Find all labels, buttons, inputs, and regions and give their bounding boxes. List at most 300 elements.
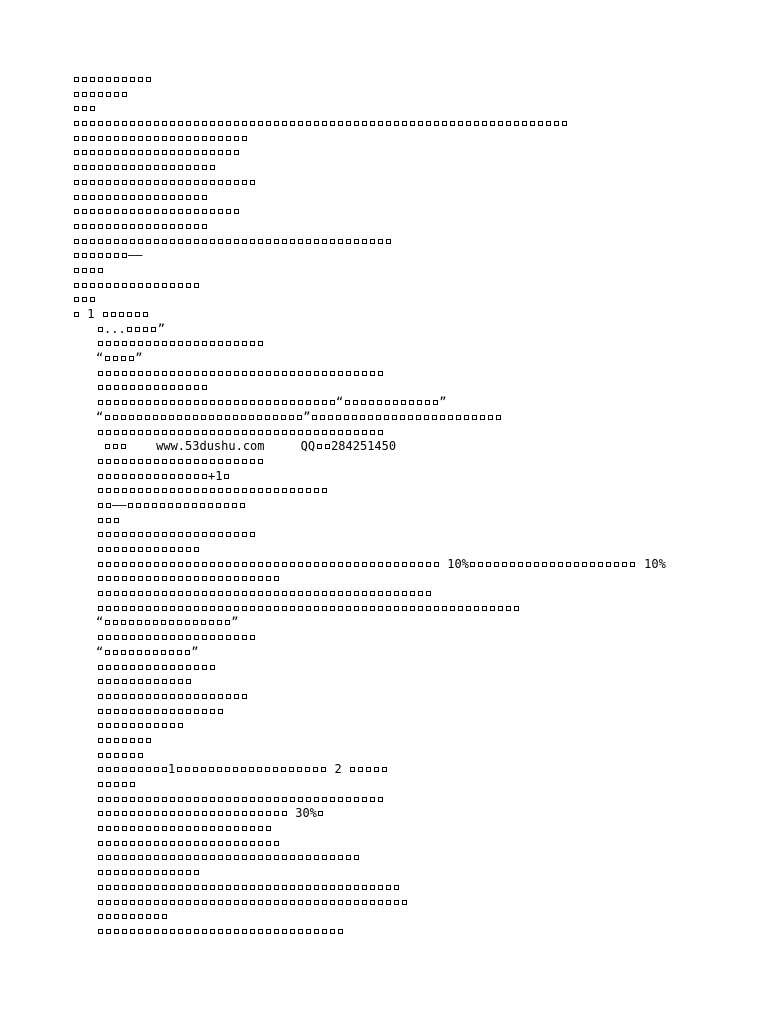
missing-glyph-box xyxy=(233,767,238,772)
missing-glyph-box xyxy=(210,371,215,376)
missing-glyph-box xyxy=(106,900,111,905)
missing-glyph-box xyxy=(234,121,239,126)
missing-glyph-box xyxy=(146,474,151,479)
missing-glyph-box xyxy=(185,415,190,420)
missing-glyph-box xyxy=(394,606,399,611)
missing-glyph-box xyxy=(598,562,603,567)
missing-glyph-box xyxy=(234,855,239,860)
missing-glyph-box xyxy=(154,150,159,155)
missing-glyph-box xyxy=(265,767,270,772)
missing-glyph-box xyxy=(282,430,287,435)
missing-glyph-box xyxy=(114,870,119,875)
missing-glyph-box xyxy=(370,900,375,905)
text-line xyxy=(72,351,692,366)
missing-glyph-box xyxy=(114,929,119,934)
missing-glyph-box xyxy=(486,562,491,567)
missing-glyph-box xyxy=(186,165,191,170)
missing-glyph-box xyxy=(234,576,239,581)
missing-glyph-box xyxy=(74,283,79,288)
missing-glyph-box xyxy=(210,694,215,699)
missing-glyph-box xyxy=(162,929,167,934)
missing-glyph-box xyxy=(160,503,165,508)
missing-glyph-box xyxy=(378,430,383,435)
missing-glyph-box xyxy=(82,92,87,97)
missing-glyph-box xyxy=(170,547,175,552)
missing-glyph-box xyxy=(130,797,135,802)
text-segment xyxy=(96,439,103,453)
missing-glyph-box xyxy=(98,371,103,376)
missing-glyph-box xyxy=(170,195,175,200)
missing-glyph-box xyxy=(122,209,127,214)
missing-glyph-box xyxy=(233,415,238,420)
missing-glyph-box xyxy=(162,180,167,185)
missing-glyph-box xyxy=(362,606,367,611)
missing-glyph-box xyxy=(154,488,159,493)
missing-glyph-box xyxy=(122,92,127,97)
missing-glyph-box xyxy=(218,371,223,376)
missing-glyph-box xyxy=(386,606,391,611)
missing-glyph-box xyxy=(146,606,151,611)
missing-glyph-box xyxy=(178,929,183,934)
missing-glyph-box xyxy=(154,929,159,934)
missing-glyph-box xyxy=(186,855,191,860)
missing-glyph-box xyxy=(106,371,111,376)
missing-glyph-box xyxy=(122,929,127,934)
missing-glyph-box xyxy=(138,180,143,185)
missing-glyph-box xyxy=(322,562,327,567)
missing-glyph-box xyxy=(234,180,239,185)
missing-glyph-box xyxy=(378,562,383,567)
missing-glyph-box xyxy=(186,239,191,244)
text-line xyxy=(72,410,692,425)
missing-glyph-box xyxy=(210,709,215,714)
missing-glyph-box xyxy=(194,870,199,875)
missing-glyph-box xyxy=(386,900,391,905)
text-line xyxy=(72,689,692,704)
missing-glyph-box xyxy=(226,576,231,581)
missing-glyph-box xyxy=(338,797,343,802)
missing-glyph-box xyxy=(434,606,439,611)
missing-glyph-box xyxy=(98,694,103,699)
missing-glyph-box xyxy=(146,723,151,728)
missing-glyph-box xyxy=(114,591,119,596)
text-line xyxy=(72,469,692,484)
missing-glyph-box xyxy=(74,92,79,97)
missing-glyph-box xyxy=(122,283,127,288)
missing-glyph-box xyxy=(506,121,511,126)
missing-glyph-box xyxy=(290,488,295,493)
missing-glyph-box xyxy=(274,841,279,846)
missing-glyph-box xyxy=(170,562,175,567)
missing-glyph-box xyxy=(122,253,127,258)
missing-glyph-box xyxy=(370,591,375,596)
missing-glyph-box xyxy=(129,415,134,420)
missing-glyph-box xyxy=(177,650,182,655)
missing-glyph-box xyxy=(226,488,231,493)
missing-glyph-box xyxy=(178,855,183,860)
missing-glyph-box xyxy=(425,400,430,405)
missing-glyph-box xyxy=(177,415,182,420)
missing-glyph-box xyxy=(470,562,475,567)
missing-glyph-box xyxy=(426,121,431,126)
missing-glyph-box xyxy=(103,312,108,317)
missing-glyph-box xyxy=(338,855,343,860)
missing-glyph-box xyxy=(362,885,367,890)
missing-glyph-box xyxy=(194,532,199,537)
missing-glyph-box xyxy=(234,150,239,155)
missing-glyph-box xyxy=(106,180,111,185)
missing-glyph-box xyxy=(250,532,255,537)
missing-glyph-box xyxy=(218,239,223,244)
missing-glyph-box xyxy=(90,165,95,170)
missing-glyph-box xyxy=(106,430,111,435)
missing-glyph-box xyxy=(290,371,295,376)
missing-glyph-box xyxy=(226,606,231,611)
missing-glyph-box xyxy=(98,283,103,288)
missing-glyph-box xyxy=(178,283,183,288)
missing-glyph-box xyxy=(98,591,103,596)
text-line xyxy=(72,248,692,263)
missing-glyph-box xyxy=(106,77,111,82)
missing-glyph-box xyxy=(226,459,231,464)
missing-glyph-box xyxy=(170,591,175,596)
missing-glyph-box xyxy=(250,797,255,802)
missing-glyph-box xyxy=(290,929,295,934)
missing-glyph-box xyxy=(306,430,311,435)
missing-glyph-box xyxy=(162,576,167,581)
missing-glyph-box xyxy=(162,855,167,860)
missing-glyph-box xyxy=(582,562,587,567)
missing-glyph-box xyxy=(386,239,391,244)
missing-glyph-box xyxy=(106,165,111,170)
missing-glyph-box xyxy=(114,753,119,758)
missing-glyph-box xyxy=(130,694,135,699)
missing-glyph-box xyxy=(98,327,103,332)
missing-glyph-box xyxy=(202,121,207,126)
missing-glyph-box xyxy=(202,665,207,670)
missing-glyph-box xyxy=(146,811,151,816)
missing-glyph-box xyxy=(162,532,167,537)
text-segment: 1 xyxy=(80,307,102,322)
missing-glyph-box xyxy=(98,532,103,537)
missing-glyph-box xyxy=(202,929,207,934)
missing-glyph-box xyxy=(122,165,127,170)
missing-glyph-box xyxy=(154,371,159,376)
missing-glyph-box xyxy=(242,532,247,537)
missing-glyph-box xyxy=(426,562,431,567)
missing-glyph-box xyxy=(122,591,127,596)
missing-glyph-box xyxy=(74,253,79,258)
missing-glyph-box xyxy=(201,620,206,625)
missing-glyph-box xyxy=(105,650,110,655)
missing-glyph-box xyxy=(154,209,159,214)
missing-glyph-box xyxy=(314,239,319,244)
missing-glyph-box xyxy=(250,841,255,846)
missing-glyph-box xyxy=(114,180,119,185)
missing-glyph-box xyxy=(290,239,295,244)
missing-glyph-box xyxy=(526,562,531,567)
missing-glyph-box xyxy=(202,150,207,155)
missing-glyph-box xyxy=(354,121,359,126)
missing-glyph-box xyxy=(450,606,455,611)
missing-glyph-box xyxy=(170,929,175,934)
missing-glyph-box xyxy=(257,415,262,420)
missing-glyph-box xyxy=(202,385,207,390)
missing-glyph-box xyxy=(114,694,119,699)
missing-glyph-box xyxy=(114,826,119,831)
missing-glyph-box xyxy=(234,371,239,376)
missing-glyph-box xyxy=(242,136,247,141)
missing-glyph-box xyxy=(314,885,319,890)
missing-glyph-box xyxy=(111,312,116,317)
missing-glyph-box xyxy=(322,430,327,435)
missing-glyph-box xyxy=(130,826,135,831)
missing-glyph-box xyxy=(266,400,271,405)
missing-glyph-box xyxy=(137,650,142,655)
missing-glyph-box xyxy=(162,562,167,567)
missing-glyph-box xyxy=(169,620,174,625)
text-line xyxy=(72,718,692,733)
missing-glyph-box xyxy=(146,870,151,875)
missing-glyph-box xyxy=(82,209,87,214)
missing-glyph-box xyxy=(282,885,287,890)
missing-glyph-box xyxy=(194,341,199,346)
missing-glyph-box xyxy=(226,694,231,699)
missing-glyph-box xyxy=(194,430,199,435)
missing-glyph-box xyxy=(298,400,303,405)
missing-glyph-box xyxy=(490,121,495,126)
missing-glyph-box xyxy=(154,709,159,714)
missing-glyph-box xyxy=(98,268,103,273)
missing-glyph-box xyxy=(122,855,127,860)
missing-glyph-box xyxy=(138,929,143,934)
missing-glyph-box xyxy=(202,459,207,464)
missing-glyph-box xyxy=(98,738,103,743)
missing-glyph-box xyxy=(290,797,295,802)
missing-glyph-box xyxy=(354,430,359,435)
missing-glyph-box xyxy=(432,415,437,420)
missing-glyph-box xyxy=(234,841,239,846)
missing-glyph-box xyxy=(106,576,111,581)
missing-glyph-box xyxy=(162,606,167,611)
missing-glyph-box xyxy=(106,474,111,479)
missing-glyph-box xyxy=(226,341,231,346)
text-line xyxy=(72,307,692,322)
missing-glyph-box xyxy=(376,415,381,420)
missing-glyph-box xyxy=(226,430,231,435)
missing-glyph-box xyxy=(168,503,173,508)
missing-glyph-box xyxy=(98,385,103,390)
missing-glyph-box xyxy=(114,195,119,200)
missing-glyph-box xyxy=(121,444,126,449)
missing-glyph-box xyxy=(106,885,111,890)
missing-glyph-box xyxy=(306,121,311,126)
missing-glyph-box xyxy=(298,371,303,376)
missing-glyph-box xyxy=(274,239,279,244)
missing-glyph-box xyxy=(146,371,151,376)
missing-glyph-box xyxy=(154,165,159,170)
missing-glyph-box xyxy=(122,679,127,684)
missing-glyph-box xyxy=(114,92,119,97)
missing-glyph-box xyxy=(74,209,79,214)
missing-glyph-box xyxy=(258,885,263,890)
missing-glyph-box xyxy=(122,224,127,229)
missing-glyph-box xyxy=(209,415,214,420)
missing-glyph-box xyxy=(82,297,87,302)
missing-glyph-box xyxy=(194,606,199,611)
missing-glyph-box xyxy=(450,121,455,126)
missing-glyph-box xyxy=(434,121,439,126)
missing-glyph-box xyxy=(145,650,150,655)
missing-glyph-box xyxy=(138,283,143,288)
missing-glyph-box xyxy=(194,811,199,816)
missing-glyph-box xyxy=(218,694,223,699)
text-line xyxy=(72,895,692,910)
missing-glyph-box xyxy=(240,503,245,508)
missing-glyph-box xyxy=(178,136,183,141)
missing-glyph-box xyxy=(154,562,159,567)
missing-glyph-box xyxy=(178,547,183,552)
missing-glyph-box xyxy=(186,371,191,376)
text-segment: “ xyxy=(96,351,104,366)
missing-glyph-box xyxy=(208,503,213,508)
missing-glyph-box xyxy=(218,180,223,185)
text-line xyxy=(72,366,692,381)
missing-glyph-box xyxy=(122,371,127,376)
missing-glyph-box xyxy=(130,665,135,670)
missing-glyph-box xyxy=(232,503,237,508)
missing-glyph-box xyxy=(210,665,215,670)
missing-glyph-box xyxy=(178,606,183,611)
missing-glyph-box xyxy=(314,797,319,802)
missing-glyph-box xyxy=(218,929,223,934)
text-line xyxy=(72,72,692,87)
missing-glyph-box xyxy=(266,929,271,934)
missing-glyph-box xyxy=(122,635,127,640)
missing-glyph-box xyxy=(98,885,103,890)
missing-glyph-box xyxy=(146,841,151,846)
missing-glyph-box xyxy=(250,591,255,596)
missing-glyph-box xyxy=(154,474,159,479)
missing-glyph-box xyxy=(298,797,303,802)
missing-glyph-box xyxy=(266,371,271,376)
missing-glyph-box xyxy=(161,620,166,625)
missing-glyph-box xyxy=(178,900,183,905)
missing-glyph-box xyxy=(194,665,199,670)
missing-glyph-box xyxy=(154,430,159,435)
missing-glyph-box xyxy=(306,606,311,611)
missing-glyph-box xyxy=(298,430,303,435)
missing-glyph-box xyxy=(410,591,415,596)
missing-glyph-box xyxy=(186,826,191,831)
missing-glyph-box xyxy=(282,121,287,126)
missing-glyph-box xyxy=(448,415,453,420)
missing-glyph-box xyxy=(242,591,247,596)
missing-glyph-box xyxy=(258,562,263,567)
missing-glyph-box xyxy=(90,253,95,258)
missing-glyph-box xyxy=(466,121,471,126)
missing-glyph-box xyxy=(216,503,221,508)
missing-glyph-box xyxy=(234,239,239,244)
missing-glyph-box xyxy=(250,635,255,640)
missing-glyph-box xyxy=(402,591,407,596)
missing-glyph-box xyxy=(106,518,111,523)
missing-glyph-box xyxy=(154,797,159,802)
missing-glyph-box xyxy=(114,885,119,890)
text-segment: ” xyxy=(191,644,199,659)
missing-glyph-box xyxy=(98,180,103,185)
missing-glyph-box xyxy=(130,239,135,244)
missing-glyph-box xyxy=(82,106,87,111)
missing-glyph-box xyxy=(114,371,119,376)
missing-glyph-box xyxy=(114,665,119,670)
missing-glyph-box xyxy=(98,767,103,772)
missing-glyph-box xyxy=(130,929,135,934)
missing-glyph-box xyxy=(162,885,167,890)
missing-glyph-box xyxy=(590,562,595,567)
missing-glyph-box xyxy=(402,121,407,126)
missing-glyph-box xyxy=(354,562,359,567)
missing-glyph-box xyxy=(130,635,135,640)
text-line xyxy=(72,630,692,645)
missing-glyph-box xyxy=(122,576,127,581)
missing-glyph-box xyxy=(106,283,111,288)
missing-glyph-box xyxy=(202,400,207,405)
text-line xyxy=(72,145,692,160)
missing-glyph-box xyxy=(146,635,151,640)
missing-glyph-box xyxy=(170,532,175,537)
missing-glyph-box xyxy=(186,591,191,596)
missing-glyph-box xyxy=(574,562,579,567)
missing-glyph-box xyxy=(442,606,447,611)
missing-glyph-box xyxy=(130,283,135,288)
missing-glyph-box xyxy=(362,430,367,435)
missing-glyph-box xyxy=(202,180,207,185)
text-line xyxy=(72,101,692,116)
missing-glyph-box xyxy=(242,371,247,376)
missing-glyph-box xyxy=(138,430,143,435)
missing-glyph-box xyxy=(354,797,359,802)
missing-glyph-box xyxy=(170,165,175,170)
missing-glyph-box xyxy=(201,767,206,772)
missing-glyph-box xyxy=(218,591,223,596)
missing-glyph-box xyxy=(282,606,287,611)
text-line xyxy=(72,395,692,410)
missing-glyph-box xyxy=(146,591,151,596)
missing-glyph-box xyxy=(274,371,279,376)
missing-glyph-box xyxy=(122,723,127,728)
text-line xyxy=(72,557,692,572)
missing-glyph-box xyxy=(178,224,183,229)
missing-glyph-box xyxy=(201,415,206,420)
missing-glyph-box xyxy=(130,782,135,787)
missing-glyph-box xyxy=(290,885,295,890)
missing-glyph-box xyxy=(146,694,151,699)
missing-glyph-box xyxy=(502,562,507,567)
missing-glyph-box xyxy=(98,224,103,229)
missing-glyph-box xyxy=(146,77,151,82)
missing-glyph-box xyxy=(266,121,271,126)
missing-glyph-box xyxy=(130,150,135,155)
missing-glyph-box xyxy=(298,885,303,890)
missing-glyph-box xyxy=(458,606,463,611)
missing-glyph-box xyxy=(566,562,571,567)
missing-glyph-box xyxy=(194,562,199,567)
missing-glyph-box xyxy=(170,811,175,816)
missing-glyph-box xyxy=(258,341,263,346)
missing-glyph-box xyxy=(344,415,349,420)
missing-glyph-box xyxy=(210,430,215,435)
